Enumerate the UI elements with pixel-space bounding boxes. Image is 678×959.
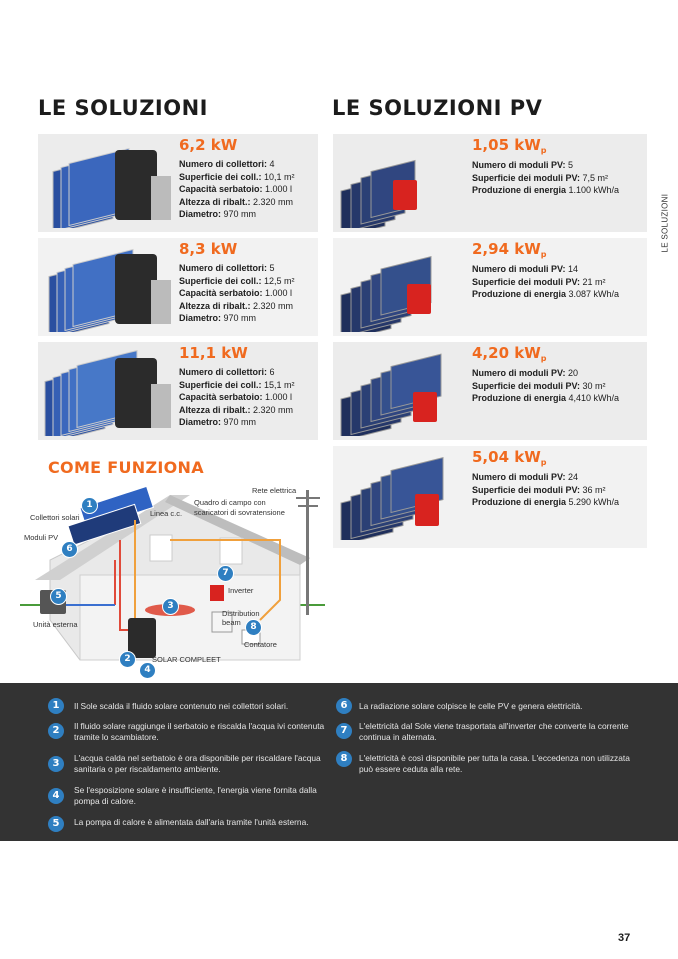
legend-number: 3 [48,756,64,772]
solar-card [38,134,318,232]
solar-card [38,342,318,440]
spec-list: Numero di collettori: 5 Superficie dei coll.: 12,5 m² Capacità serbatoio: 1.000 l Altezza di ribalt.: 2.320 mm Diametro: 970 mm [179,263,295,323]
pv-power-value: 4,20 $kW_p$ [472,344,547,363]
marker-1: 1 [81,497,98,514]
pv-card [333,134,647,232]
legend-item: La pompa di calore è alimentata dall'aria tramite l'unità esterna. [74,817,309,827]
heading-solutions: LE SOLUZIONI [38,96,208,120]
legend-item: La radiazione solare colpisce le celle PV e genera elettricità. [359,701,583,711]
label-field-panel: Quadro di campo con scaricatori di sovratensione [194,498,285,517]
marker-7: 7 [217,565,234,582]
solar-collector-image [43,350,173,436]
marker-6: 6 [61,541,78,558]
legend-item: L'elettricità è così disponibile per tutta la casa. L'eccedenza non utilizzata può essere ceduta alla rete. [359,753,630,774]
legend-panel [0,683,678,841]
spec-list: Numero di collettori: 6 Superficie dei coll.: 15,1 m² Capacità serbatoio: 1.000 l Altezza di ribalt.: 2.320 mm Diametro: 970 mm [179,367,295,427]
pv-power-value: 5,04 $kW_p$ [472,448,547,467]
label-collectors: Collettori solari [30,513,80,522]
how-it-works-heading: COME FUNZIONA [48,458,204,477]
legend-number: 2 [48,723,64,739]
side-tab [658,185,672,255]
heading-solutions-pv: LE SOLUZIONI PV [332,96,543,120]
pv-module-image [337,454,467,540]
label-distribution: Distribution beam [222,609,260,627]
pv-module-image [337,350,467,436]
label-solar-compleet: SOLAR COMPLEET [152,655,221,664]
label-inverter: Inverter [228,586,254,595]
pv-module-image [337,246,467,332]
pv-card [333,342,647,440]
marker-2: 2 [119,651,136,668]
solar-collector-image [43,142,173,228]
side-tab-label: LE SOLUZIONI [660,193,670,253]
spec-list: Numero di moduli PV: 5 Superficie dei moduli PV: 7,5 m² Produzione di energia 1.100 kWh/a [472,160,620,195]
label-pv-modules: Moduli PV [24,533,59,542]
pv-card [333,238,647,336]
spec-list: Numero di moduli PV: 14 Superficie dei moduli PV: 21 m² Produzione di energia 3.087 kWh/a [472,264,620,299]
page-number: 37 [618,932,631,944]
label-dc-line: Linea c.c. [150,509,183,518]
marker-3: 3 [162,598,179,615]
legend-number: 5 [48,816,64,832]
pv-power-value: 2,94 $kW_p$ [472,240,547,259]
power-value: 8,3 kW [179,240,238,258]
legend-item: Se l'esposizione solare è insufficiente, l'energia viene fornita dalla pompa di calore. [74,785,317,806]
legend-item: Il fluido solare raggiunge il serbatoio e riscalda l'acqua ivi contenuta tramite lo scambiatore. [74,721,325,742]
legend-number: 8 [336,751,352,767]
marker-4: 4 [139,662,156,679]
marker-8: 8 [245,619,262,636]
legend-item: Il Sole scalda il fluido solare contenuto nei collettori solari. [74,701,289,711]
pv-card [333,446,647,548]
pv-power-value: 1,05 $kW_p$ [472,136,547,155]
solar-card [38,238,318,336]
solar-collector-image [43,246,173,332]
legend-number: 4 [48,788,64,804]
power-value: 11,1 kW [179,344,248,362]
label-outdoor-unit: Unità esterna [33,620,78,629]
spec-list: Numero di moduli PV: 20 Superficie dei moduli PV: 30 m² Produzione di energia 4,410 kWh/a [472,368,620,403]
pv-module-image [337,142,467,228]
spec-list: Numero di moduli PV: 24 Superficie dei moduli PV: 36 m² Produzione di energia 5.290 kWh/a [472,472,620,507]
legend-item: L'elettricità dal Sole viene trasportata all'inverter che converte la corrente continua in alternata. [359,721,629,742]
label-grid: Rete elettrica [252,486,297,495]
legend-number: 6 [336,698,352,714]
legend-number: 1 [48,698,64,714]
legend-item: L'acqua calda nel serbatoio è ora disponibile per riscaldare l'acqua sanitaria o per riscaldamento ambiente. [74,753,321,774]
power-value: 6,2 kW [179,136,238,154]
spec-list: Numero di collettori: 4 Superficie dei coll.: 10,1 m² Capacità serbatoio: 1.000 l Altezza di ribalt.: 2.320 mm Diametro: 970 mm [179,159,295,219]
legend-number: 7 [336,723,352,739]
label-meter: Contatore [244,640,277,649]
marker-5: 5 [50,588,67,605]
